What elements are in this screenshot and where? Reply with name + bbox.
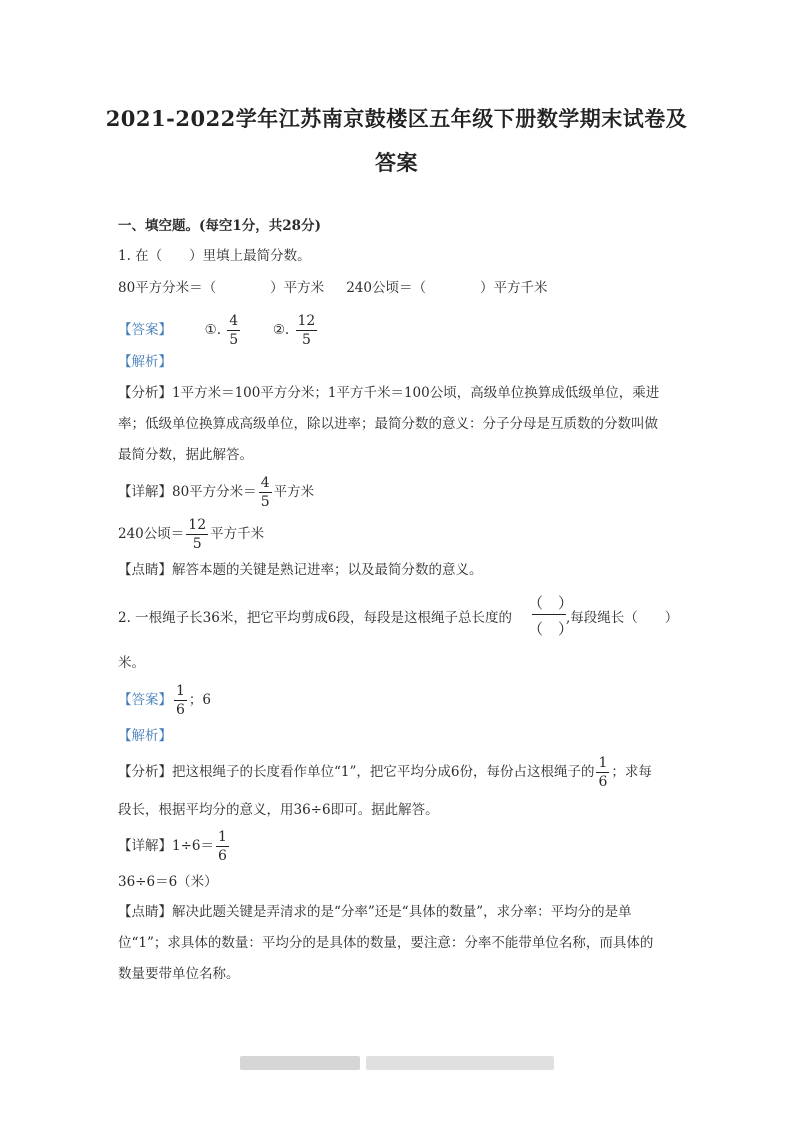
q1-ans1-fraction	[227, 314, 240, 347]
denominator: 5	[301, 332, 311, 348]
q2-ans-fraction	[174, 684, 187, 717]
q2-xiangjie-1	[118, 826, 678, 866]
fenxi-tag: 【分析】	[118, 764, 172, 780]
q1-dianjing-text: 解答本题的关键是熟记进率；以及最简分数的意义。	[172, 562, 483, 578]
section-heading: 一、填空题。(每空1分，共28分)	[118, 218, 321, 234]
q1-ans2-mark: ②.	[272, 322, 290, 338]
q1-ans1-mark: ①.	[204, 322, 221, 338]
q1-dianjing	[118, 560, 678, 580]
q1-analysis-tag: 【解析】	[118, 354, 172, 370]
q2-blank-denominator: （ ）	[528, 620, 574, 638]
q2-ans-rest: ；6	[188, 692, 212, 708]
numerator: 4	[229, 313, 239, 329]
q2-blank-numerator: （ ）	[528, 594, 574, 612]
q1-xj1-right: 平方米	[273, 484, 315, 500]
q1-xiangjie-2	[118, 514, 678, 554]
denominator: 6	[176, 702, 185, 718]
numerator: 4	[260, 475, 270, 491]
footer-watermark-right	[366, 1056, 554, 1070]
q2-xiangjie-2: 36÷6＝6（米）	[118, 874, 218, 890]
footer-watermark-left	[240, 1056, 360, 1070]
q2-blank-fraction	[528, 591, 574, 639]
dianjing-tag: 【点睛】	[118, 562, 172, 578]
q2-xj1-left: 1÷6＝	[172, 838, 214, 854]
document-title-line2: 答案	[375, 150, 418, 175]
q1-xj1-left: 80平方分米＝	[172, 484, 257, 500]
q1-fenxi-line1	[118, 383, 678, 403]
q2-xj1-fraction	[216, 830, 229, 863]
q1-fenxi-line2: 率；低级单位换算成高级单位，除以进率；最简分数的意义：分子分母是互质数的分数叫做	[118, 416, 658, 432]
q2-analysis-tag: 【解析】	[118, 728, 172, 744]
q2-stem-line2: 米。	[118, 655, 145, 671]
denominator: 6	[598, 774, 608, 790]
xiangjie-tag: 【详解】	[118, 838, 172, 854]
q1-xj2-left: 240公顷＝	[118, 526, 185, 542]
q2-fenxi-left: 把这根绳子的长度看作单位“1”，把它平均分成6份，每份占这根绳子的	[172, 764, 595, 780]
denominator: 6	[218, 848, 227, 864]
denominator: 5	[260, 494, 270, 510]
numerator: 12	[188, 517, 207, 533]
q1-blank-a: 80平方分米＝（ ）平方米	[118, 280, 325, 296]
q2-stem-right: ,每段绳长（ ）	[566, 610, 679, 626]
numerator: 12	[297, 313, 316, 329]
numerator: 1	[176, 683, 185, 699]
q1-fenxi-line3: 最简分数，据此解答。	[118, 447, 253, 463]
q1-fenxi-text: 1平方米＝100平方分米；1平方千米＝100公顷，高级单位换算成低级单位，乘进	[172, 385, 660, 401]
numerator: 1	[218, 829, 227, 845]
q2-fenxi-line1	[118, 752, 678, 792]
q2-fenxi-line2: 段长，根据平均分的意义，用36÷6即可。据此解答。	[118, 802, 439, 818]
q1-stem: 1. 在（ ）里填上最简分数。	[118, 248, 311, 264]
q1-xj2-fraction	[186, 518, 208, 551]
q1-xj1-fraction	[259, 476, 272, 509]
q1-xiangjie-1	[118, 472, 678, 512]
xiangjie-tag: 【详解】	[118, 484, 172, 500]
q1-ans2-fraction	[296, 314, 318, 347]
q1-blank-b: 240公顷＝（ ）平方千米	[346, 280, 548, 296]
q2-fenxi-right: ；求每	[611, 764, 652, 780]
q1-blanks	[118, 278, 678, 298]
denominator: 5	[192, 536, 202, 552]
answer-tag: 【答案】	[118, 692, 172, 708]
numerator: 1	[598, 755, 608, 771]
q2-dianjing-text: 解决此题关键是弄清求的是“分率”还是“具体的数量”，求分率：平均分的是单	[172, 904, 632, 920]
fenxi-tag: 【分析】	[118, 385, 172, 401]
answer-tag: 【答案】	[118, 322, 172, 338]
q2-stem-left: 2. 一根绳子长36米，把它平均剪成6段，每段是这根绳子总长度的	[118, 610, 512, 626]
fraction-bar	[532, 614, 566, 615]
dianjing-tag: 【点睛】	[118, 904, 172, 920]
q2-dianjing-line2: 位“1”；求具体的数量：平均分的是具体的数量，要注意：分率不能带单位名称，而具体的	[118, 935, 654, 951]
denominator: 5	[229, 332, 239, 348]
q1-answer	[118, 310, 678, 350]
q2-dianjing-line3: 数量要带单位名称。	[118, 966, 240, 982]
q2-answer	[118, 680, 678, 720]
document-title-line1: 2021-2022学年江苏南京鼓楼区五年级下册数学期末试卷及	[105, 106, 688, 131]
q1-xj2-right: 平方千米	[210, 526, 265, 542]
q2-dianjing-line1	[118, 902, 678, 922]
q2-fenxi-fraction	[596, 756, 609, 789]
